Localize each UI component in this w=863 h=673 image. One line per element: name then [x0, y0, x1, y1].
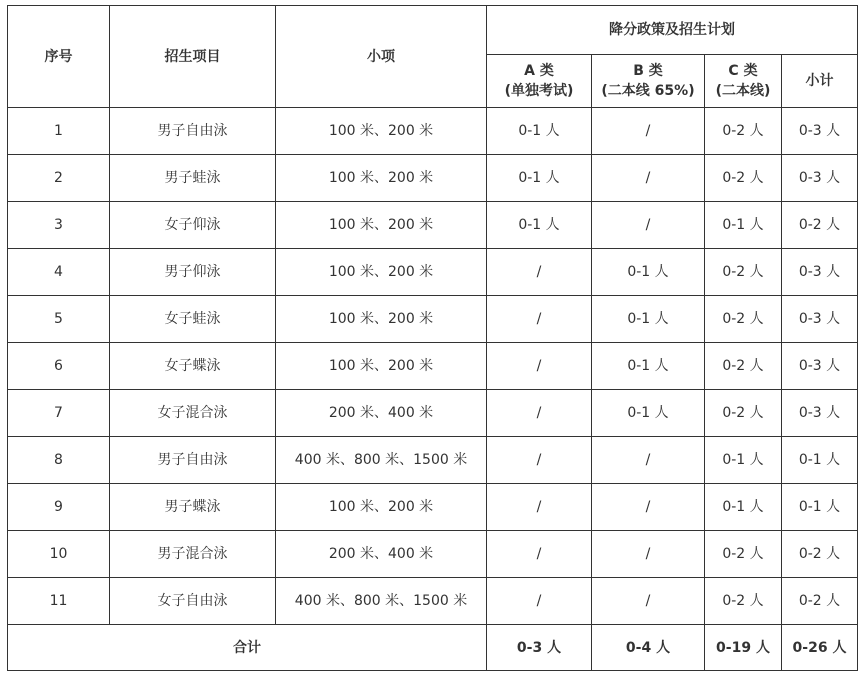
cell-project: 女子蝶泳 [110, 343, 276, 390]
cell-subtotal: 0-2 人 [782, 202, 858, 249]
cell-index: 5 [8, 296, 110, 343]
cell-category-a: / [487, 578, 592, 625]
table-footer [8, 625, 858, 671]
cell-category-c: 0-1 人 [705, 437, 782, 484]
header-category-b-line1: B 类 [633, 63, 663, 79]
cell-category-a: / [487, 390, 592, 437]
header-policy-group: 降分政策及招生计划 [487, 6, 858, 55]
cell-index: 8 [8, 437, 110, 484]
table-row [8, 578, 858, 625]
cell-category-a: / [487, 437, 592, 484]
table-row [8, 437, 858, 484]
cell-subtotal: 0-2 人 [782, 531, 858, 578]
cell-index: 7 [8, 390, 110, 437]
cell-subtotal: 0-3 人 [782, 390, 858, 437]
total-row [8, 625, 858, 671]
cell-category-a: / [487, 484, 592, 531]
cell-subtotal: 0-2 人 [782, 578, 858, 625]
header-project: 招生项目 [110, 6, 276, 108]
header-category-a-line2: (单独考试) [504, 83, 574, 99]
cell-subtotal: 0-3 人 [782, 108, 858, 155]
table-row [8, 108, 858, 155]
header-category-c-line2: (二本线) [715, 83, 771, 99]
header-category-a [487, 55, 592, 108]
cell-subtotal: 0-3 人 [782, 343, 858, 390]
cell-project: 男子仰泳 [110, 249, 276, 296]
cell-project: 女子混合泳 [110, 390, 276, 437]
cell-project: 男子蛙泳 [110, 155, 276, 202]
cell-subtotal: 0-1 人 [782, 437, 858, 484]
cell-subtotal: 0-3 人 [782, 155, 858, 202]
header-category-c [705, 55, 782, 108]
cell-category-b: / [592, 578, 705, 625]
cell-category-c: 0-2 人 [705, 343, 782, 390]
cell-index: 1 [8, 108, 110, 155]
total-category-b: 0-4 人 [592, 625, 705, 671]
cell-index: 9 [8, 484, 110, 531]
cell-category-b: 0-1 人 [592, 343, 705, 390]
cell-category-b: 0-1 人 [592, 249, 705, 296]
cell-category-a: 0-1 人 [487, 155, 592, 202]
cell-project: 男子混合泳 [110, 531, 276, 578]
table-row [8, 484, 858, 531]
cell-category-b: / [592, 531, 705, 578]
cell-subtotal: 0-3 人 [782, 249, 858, 296]
header-item: 小项 [276, 6, 487, 108]
cell-index: 4 [8, 249, 110, 296]
total-category-a: 0-3 人 [487, 625, 592, 671]
cell-item: 200 米、400 米 [276, 390, 487, 437]
header-category-b [592, 55, 705, 108]
header-index: 序号 [8, 6, 110, 108]
cell-project: 女子蛙泳 [110, 296, 276, 343]
total-subtotal: 0-26 人 [782, 625, 858, 671]
table-row [8, 249, 858, 296]
header-category-c-line1: C 类 [728, 63, 758, 79]
cell-category-b: / [592, 155, 705, 202]
cell-category-b: 0-1 人 [592, 296, 705, 343]
cell-item: 400 米、800 米、1500 米 [276, 437, 487, 484]
cell-project: 男子自由泳 [110, 437, 276, 484]
table-body [8, 108, 858, 625]
header-subtotal: 小计 [782, 55, 858, 108]
table-row [8, 296, 858, 343]
cell-index: 2 [8, 155, 110, 202]
cell-category-c: 0-2 人 [705, 390, 782, 437]
cell-item: 200 米、400 米 [276, 531, 487, 578]
cell-category-c: 0-2 人 [705, 249, 782, 296]
cell-item: 100 米、200 米 [276, 202, 487, 249]
cell-category-c: 0-2 人 [705, 155, 782, 202]
cell-category-b: / [592, 108, 705, 155]
cell-item: 100 米、200 米 [276, 108, 487, 155]
cell-category-c: 0-2 人 [705, 108, 782, 155]
cell-item: 100 米、200 米 [276, 155, 487, 202]
cell-item: 100 米、200 米 [276, 484, 487, 531]
table-header [8, 6, 858, 108]
cell-category-b: 0-1 人 [592, 390, 705, 437]
cell-category-b: / [592, 202, 705, 249]
cell-category-c: 0-1 人 [705, 202, 782, 249]
header-category-b-line2: (二本线 65%) [601, 83, 695, 99]
table-row [8, 531, 858, 578]
cell-subtotal: 0-3 人 [782, 296, 858, 343]
cell-category-c: 0-2 人 [705, 296, 782, 343]
cell-category-a: / [487, 296, 592, 343]
table-row [8, 202, 858, 249]
cell-index: 3 [8, 202, 110, 249]
cell-item: 100 米、200 米 [276, 343, 487, 390]
cell-item: 400 米、800 米、1500 米 [276, 578, 487, 625]
cell-category-b: / [592, 437, 705, 484]
cell-item: 100 米、200 米 [276, 296, 487, 343]
cell-index: 6 [8, 343, 110, 390]
admission-plan-table-wrapper [7, 5, 858, 671]
cell-subtotal: 0-1 人 [782, 484, 858, 531]
cell-project: 女子自由泳 [110, 578, 276, 625]
header-category-a-line1: A 类 [524, 63, 554, 79]
admission-plan-table [7, 5, 858, 671]
total-category-c: 0-19 人 [705, 625, 782, 671]
cell-category-a: / [487, 343, 592, 390]
cell-category-a: / [487, 249, 592, 296]
cell-category-a: 0-1 人 [487, 108, 592, 155]
cell-index: 11 [8, 578, 110, 625]
total-label: 合计 [8, 625, 487, 671]
cell-index: 10 [8, 531, 110, 578]
header-row-1 [8, 6, 858, 55]
cell-item: 100 米、200 米 [276, 249, 487, 296]
cell-project: 女子仰泳 [110, 202, 276, 249]
cell-category-a: 0-1 人 [487, 202, 592, 249]
cell-project: 男子蝶泳 [110, 484, 276, 531]
cell-category-c: 0-1 人 [705, 484, 782, 531]
table-row [8, 155, 858, 202]
table-row [8, 343, 858, 390]
cell-project: 男子自由泳 [110, 108, 276, 155]
cell-category-b: / [592, 484, 705, 531]
table-row [8, 390, 858, 437]
cell-category-a: / [487, 531, 592, 578]
cell-category-c: 0-2 人 [705, 531, 782, 578]
cell-category-c: 0-2 人 [705, 578, 782, 625]
